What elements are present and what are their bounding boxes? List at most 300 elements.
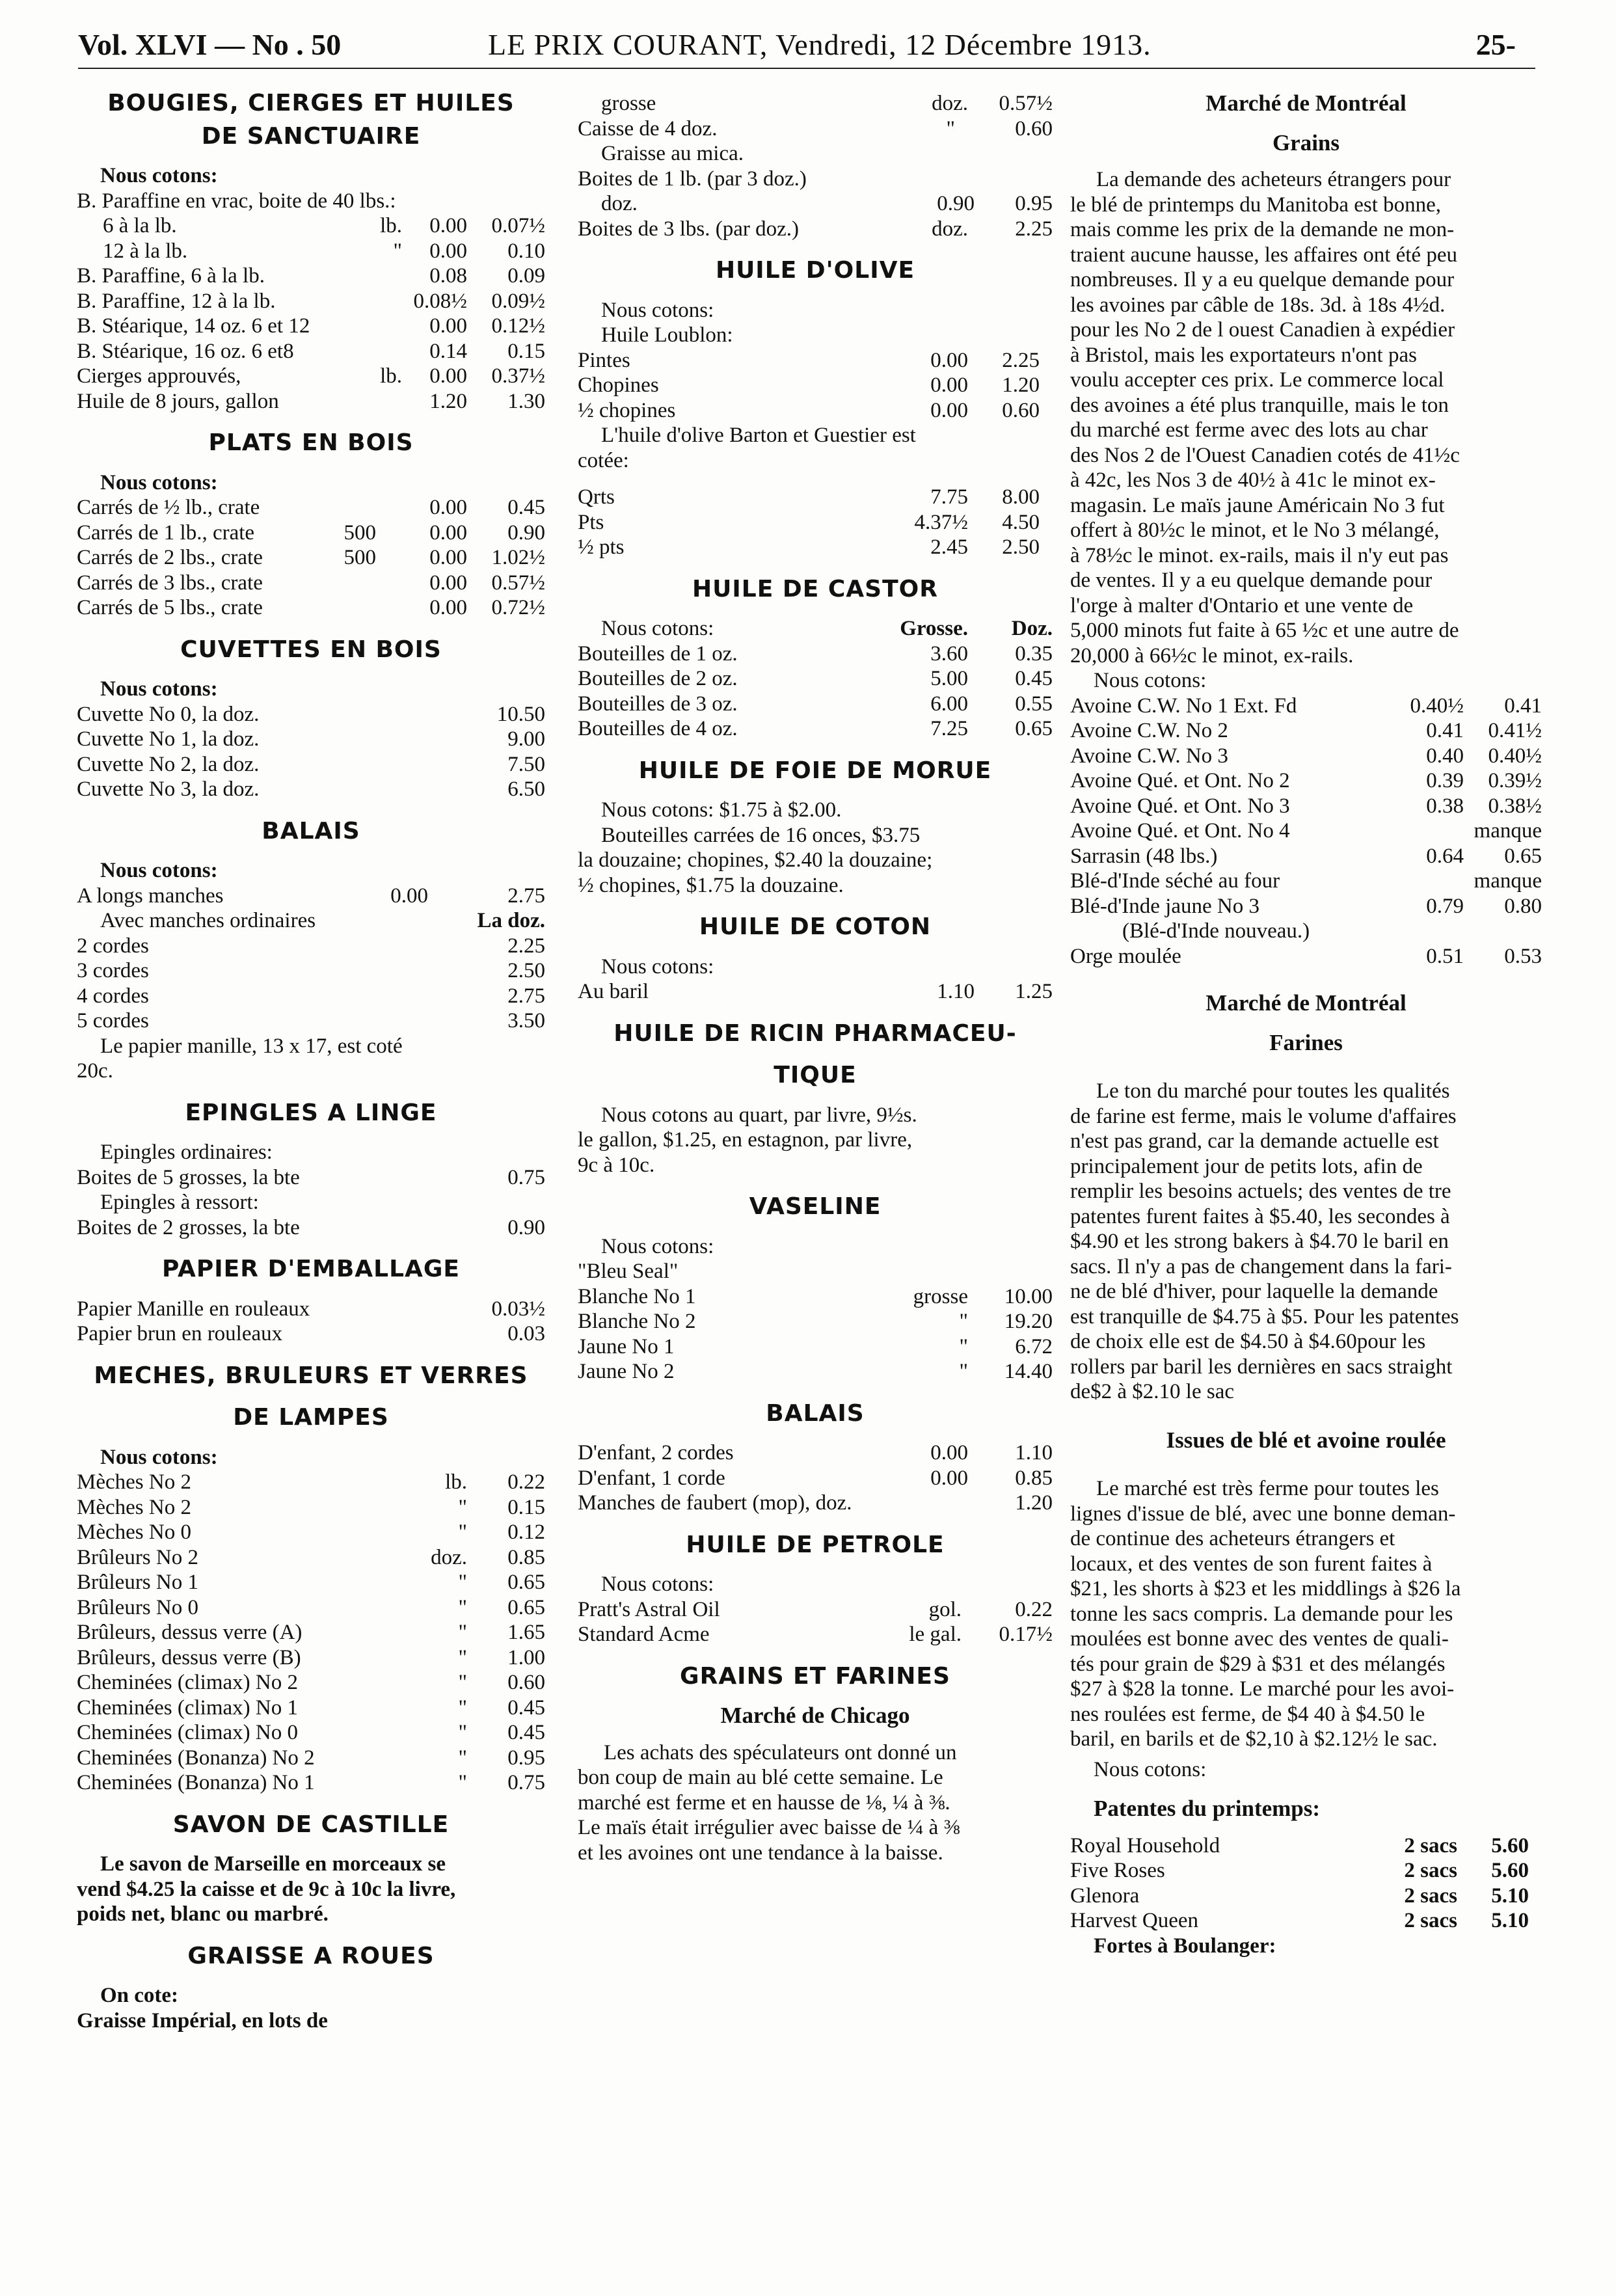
item-label: Cheminées (climax) No 2: [77, 1671, 298, 1694]
price: 5.10: [1491, 1884, 1529, 1908]
subsection-title: Farines: [1269, 1029, 1343, 1055]
section-title: TIQUE: [774, 1062, 857, 1088]
price: 9.00: [507, 727, 545, 751]
price-high: 0.39½: [1488, 769, 1542, 792]
item-label: Bouteilles de 4 oz.: [578, 717, 738, 740]
price-row: A longs manches 0.00 2.75: [77, 884, 545, 908]
text-line: La demande des acheteurs étrangers pour: [1096, 168, 1451, 191]
paragraph: [578, 1740, 1053, 1866]
item-label: 3 cordes: [77, 959, 149, 982]
text-line: Nous cotons:: [601, 298, 714, 322]
text-line: Nous cotons:: [601, 954, 714, 979]
unit-label: ": [393, 239, 402, 263]
price-row: [77, 1470, 545, 1495]
price-row: [77, 545, 545, 571]
text-line: patentes furent faites à $5.40, les secondes à: [1070, 1204, 1450, 1228]
price: 0.65: [507, 1595, 545, 1619]
price-table: [77, 1297, 545, 1347]
price-table: [1070, 694, 1542, 969]
price-table: [77, 213, 545, 414]
text-line: de choix elle est de $4.50 à $4.60pour les: [1070, 1330, 1426, 1353]
price-high: 0.65: [1504, 844, 1542, 868]
price-low: 0.08: [429, 264, 467, 288]
price-row: [77, 389, 545, 414]
price-row: [77, 958, 545, 984]
price-row: [1070, 768, 1542, 794]
price-high: 2.50: [1002, 535, 1040, 559]
item-label: Cuvette No 2, la doz.: [77, 752, 260, 776]
price-high: 0.60: [1002, 398, 1040, 422]
item-label: Blé-d'Inde séché au four: [1070, 869, 1280, 893]
paragraph: [1070, 1476, 1542, 1752]
item-label: B. Stéarique, 14 oz. 6 et 12: [77, 314, 310, 338]
price: 10.00: [1004, 1284, 1053, 1308]
text-line: la douzaine; chopines, $2.40 la douzaine;: [578, 848, 933, 872]
unit-label: ": [458, 1621, 467, 1644]
item-label: Cheminées (climax) No 0: [77, 1721, 298, 1744]
price-table: [77, 1470, 545, 1796]
unit-label: ": [458, 1695, 467, 1720]
item-label: Carrés de 3 lbs., crate: [77, 571, 263, 595]
volume-number: Vol. XLVI — No . 50: [78, 28, 342, 61]
price-row: [1070, 694, 1542, 719]
item-label: Qrts: [578, 485, 615, 509]
price-dozen: 0.35: [1015, 642, 1053, 666]
item-label: Avoine Qué. et Ont. No 2: [1070, 769, 1290, 792]
section-title: PAPIER D'EMBALLAGE: [161, 1256, 461, 1282]
section-title: HUILE D'OLIVE: [715, 257, 915, 284]
price-low: 0.64: [1426, 844, 1464, 868]
price-low: 0.00: [930, 373, 968, 397]
unit-label: le gal.: [909, 1623, 962, 1646]
price-row: [578, 398, 1053, 424]
price-row: [77, 727, 545, 752]
text-line: et les avoines ont une tendance à la baisse.: [578, 1841, 943, 1865]
item-label: Avoine C.W. No 1 Ext. Fd: [1070, 694, 1297, 718]
item-label: Bouteilles de 1 oz.: [578, 642, 738, 666]
price: 0.95: [507, 1746, 545, 1770]
subsection-title: Marché de Montréal: [1205, 990, 1407, 1016]
text-line: Le savon de Marseille en morceaux se: [100, 1852, 446, 1876]
column-1: [77, 91, 545, 2033]
price-low: 0.14: [429, 339, 467, 363]
unit-label: ": [458, 1595, 467, 1619]
price-table: [578, 1284, 1053, 1384]
unit-label: ": [458, 1520, 467, 1544]
item-label: Cuvette No 3, la doz.: [77, 777, 260, 801]
price-low: 1.20: [429, 389, 467, 413]
price-row: [77, 495, 545, 520]
price-table: [77, 702, 545, 802]
text-line: de farine est ferme, mais le volume d'affaires: [1070, 1104, 1457, 1128]
price: 0.12: [507, 1520, 545, 1544]
text-line: remplir les besoins actuels; des ventes de tre: [1070, 1180, 1451, 1203]
price-low: 7.75: [930, 485, 968, 509]
price-low: 0.79: [1426, 894, 1464, 918]
unit-label: ": [959, 1310, 968, 1333]
price-low: 0.40½: [1410, 694, 1464, 718]
text-line: de ventes. Il y a eu quelque demande pour: [1070, 569, 1433, 592]
item-label: Carrés de 1 lb., crate: [77, 520, 255, 545]
price-row: [1070, 944, 1542, 969]
item-label: 12 à la lb.: [103, 239, 188, 263]
item-label: Pratt's Astral Oil: [578, 1597, 720, 1621]
text-line: du marché est ferme avec des lots au char: [1070, 418, 1428, 442]
item-label: Huile de 8 jours, gallon: [77, 389, 279, 413]
price: 0.17½: [999, 1623, 1053, 1646]
unit-label: lb.: [380, 214, 402, 237]
section-title: DE SANCTUAIRE: [201, 122, 421, 150]
unit-label: ": [458, 1645, 467, 1669]
text-line: principalement jour de petits lots, afin de: [1070, 1154, 1423, 1178]
text-line: Bouteilles carrées de 16 onces, $3.75: [601, 823, 921, 847]
price: 0.75: [507, 1771, 545, 1794]
price-row: [1070, 718, 1542, 744]
price-dozen: 0.55: [1015, 692, 1053, 716]
price-row: [77, 1746, 545, 1771]
item-label: Jaune No 1: [578, 1334, 675, 1358]
unit-label: ": [458, 1771, 467, 1794]
item-label: Cuvette No 0, la doz.: [77, 702, 260, 726]
item-label: (Blé-d'Inde nouveau.): [1122, 919, 1310, 943]
text-line: Graisse au mica.: [601, 142, 744, 165]
section-title: GRAINS ET FARINES: [680, 1662, 950, 1690]
price-row: doz. 0.90 0.95: [601, 192, 1053, 215]
unit-label: 2 sacs: [1404, 1909, 1457, 1932]
subsection-title: Grains: [1272, 129, 1340, 155]
text-line: le blé de printemps du Manitoba est bonne,: [1070, 193, 1442, 217]
text-line: 20,000 à 66½c le minot, ex-rails.: [1070, 643, 1354, 668]
price-low: 0.00: [930, 348, 968, 372]
intro-text: Nous cotons:: [100, 677, 218, 701]
section-title: HUILE DE RICIN PHARMACEU-: [613, 1020, 1017, 1047]
price-gross: 7.25: [930, 717, 968, 740]
item-label: Royal Household: [1070, 1833, 1220, 1857]
price-low: 0.38: [1426, 794, 1464, 818]
price: 0.45: [507, 1721, 545, 1744]
section-title: HUILE DE CASTOR: [692, 575, 938, 602]
price: 6.72: [1015, 1334, 1053, 1358]
quantity-label: 500: [343, 520, 376, 545]
price-row: [578, 1622, 1053, 1647]
price-row: [578, 1284, 1053, 1310]
unit-label: 2 sacs: [1404, 1859, 1457, 1882]
price-low: 0.40: [1426, 744, 1464, 768]
intro-text: Nous cotons:: [100, 470, 218, 494]
price-row: [77, 571, 545, 596]
price-high: 0.85: [1015, 1466, 1053, 1490]
intro-text: Nous cotons:: [100, 859, 218, 882]
price-high: 2.25: [1002, 348, 1040, 372]
item-label: Orge moulée: [1070, 944, 1181, 968]
price-high: 0.57½: [491, 571, 545, 595]
price-low: 0.39: [1426, 769, 1464, 792]
price-high: 4.50: [1002, 510, 1040, 534]
price-row: [578, 1491, 1053, 1516]
item-label: 4 cordes: [77, 984, 149, 1008]
item-label: ½ pts: [578, 535, 625, 559]
item-label: 6 à la lb.: [103, 214, 177, 237]
price-high: 0.07½: [491, 214, 545, 237]
price-high: 0.10: [507, 239, 545, 263]
item-label: D'enfant, 2 cordes: [578, 1441, 734, 1465]
price-low: 0.08½: [413, 289, 467, 313]
item-label: ½ chopines: [578, 398, 676, 422]
item-label: Brûleurs, dessus verre (A): [77, 1621, 303, 1644]
text-line: des Nos 2 de l'Ouest Canadien cotés de 41½c: [1070, 443, 1460, 467]
price-low: 0.00: [429, 571, 467, 595]
price-high: 0.12½: [491, 314, 545, 338]
item-label: Carrés de ½ lb., crate: [77, 496, 260, 519]
price-row: [1070, 919, 1542, 944]
price-low: 0.51: [1426, 944, 1464, 968]
price-dozen: 0.45: [1015, 667, 1053, 690]
price: 14.40: [1004, 1360, 1053, 1383]
item-label: Chopines: [578, 373, 659, 397]
unit-label: ": [458, 1495, 467, 1519]
item-label: Glenora: [1070, 1884, 1140, 1908]
price: 5.60: [1491, 1859, 1529, 1882]
price: 0.60: [507, 1671, 545, 1694]
text-line: lignes d'issue de blé, avec une bonne deman-: [1070, 1502, 1456, 1526]
paragraph: [1070, 167, 1542, 668]
text-line: Epingles ordinaires:: [100, 1141, 273, 1164]
unit-label: 2 sacs: [1404, 1884, 1457, 1908]
price-row: [77, 364, 545, 389]
section-title: CUVETTES EN BOIS: [180, 636, 442, 663]
item-label: Papier brun en rouleaux: [77, 1322, 283, 1345]
price: 0.03½: [491, 1297, 545, 1321]
price-row: [77, 595, 545, 621]
price-table: [77, 495, 545, 621]
price-row: Avec manches ordinaires La doz.: [100, 909, 545, 932]
text-line: tonne les sacs compris. La demande pour les: [1070, 1602, 1453, 1626]
price: 1.65: [507, 1621, 545, 1644]
intro-text: Nous cotons:: [100, 164, 218, 187]
price-row: [578, 535, 1053, 560]
section-title: PLATS EN BOIS: [208, 429, 414, 456]
item-label: 5 cordes: [77, 1009, 149, 1033]
price: 19.20: [1004, 1310, 1053, 1333]
price-row: Au baril 1.10 1.25: [578, 980, 1053, 1003]
text-line: nombreuses. Il y a eu quelque demande pour: [1070, 268, 1455, 291]
price-high: 0.15: [507, 339, 545, 363]
text-line: 20c.: [77, 1059, 113, 1083]
text-line: Epingles à ressort:: [100, 1191, 259, 1214]
price-row: [77, 1321, 545, 1347]
text-line: pour les No 2 de l ouest Canadien à expédier: [1070, 318, 1455, 342]
text-line: B. Paraffine en vrac, boite de 40 lbs.:: [77, 189, 396, 213]
text-line: les avoines par câble de 18s. 3d. à 18s 4½d.: [1070, 293, 1446, 317]
price-row: [578, 642, 1053, 667]
price-row: Boites de 5 grosses, la bte 0.75: [77, 1165, 545, 1189]
text-line: voulu accepter ces prix. Le commerce local: [1070, 368, 1444, 392]
price-row: [578, 1440, 1053, 1466]
price-row: [1070, 1833, 1542, 1859]
item-label: Avoine Qué. et Ont. No 4: [1070, 819, 1290, 843]
item-label: Avoine Qué. et Ont. No 3: [1070, 794, 1290, 818]
price: 0.22: [507, 1470, 545, 1494]
price-row: [77, 1520, 545, 1545]
section-title: HUILE DE FOIE DE MORUE: [638, 757, 992, 784]
text-line: locaux, et des ventes de son furent faites à: [1070, 1552, 1433, 1576]
price-row: [578, 1466, 1053, 1491]
item-label: Sarrasin (48 lbs.): [1070, 844, 1218, 868]
price: 3.50: [507, 1009, 545, 1033]
item-label: Brûleurs, dessus verre (B): [77, 1645, 301, 1669]
text-line: ne de blé d'hiver, pour laquelle la demande: [1070, 1280, 1438, 1303]
price-row: [77, 289, 545, 314]
text-line: le gallon, $1.25, en estagnon, par livre,: [578, 1128, 913, 1152]
price-row: [1070, 794, 1542, 819]
page-header: [78, 13, 1535, 69]
price-row: [77, 213, 545, 239]
text-line: cotée:: [578, 448, 629, 472]
text-line: $27 à $28 la tonne. Le marché pour les avoi-: [1070, 1677, 1455, 1701]
price-dozen: 0.65: [1015, 717, 1053, 740]
price-table: [578, 1597, 1053, 1647]
price-high: 1.30: [507, 389, 545, 413]
price-high: 0.09: [507, 264, 545, 288]
unit-label: lb.: [380, 364, 402, 388]
section-title: VASELINE: [749, 1193, 882, 1220]
price-row: [77, 314, 545, 339]
price-low: 4.37½: [914, 510, 968, 534]
price: 0.65: [507, 1571, 545, 1594]
price-row: [77, 1620, 545, 1645]
text-line: "Bleu Seal": [578, 1260, 679, 1283]
price-row: [1070, 894, 1542, 919]
price: 6.50: [507, 777, 545, 801]
unit-label: grosse: [913, 1284, 968, 1308]
item-label: Standard Acme: [578, 1623, 710, 1646]
price-high: 0.90: [507, 520, 545, 545]
price-low: 0.00: [429, 520, 467, 545]
item-label: Papier Manille en rouleaux: [77, 1297, 310, 1321]
item-label: D'enfant, 1 corde: [578, 1466, 725, 1490]
item-label: Cuvette No 1, la doz.: [77, 727, 260, 751]
price-row: [77, 1545, 545, 1571]
intro-text: Nous cotons:: [100, 1445, 218, 1469]
text-line: Huile Loublon:: [601, 323, 733, 347]
price-table: [578, 485, 1053, 560]
section-title: DE LAMPES: [233, 1404, 389, 1431]
price: 2.75: [507, 984, 545, 1008]
item-label: Bouteilles de 2 oz.: [578, 667, 738, 690]
price-row: Nous cotons: Grosse. Doz.: [601, 617, 1053, 640]
text-line: de$2 à $2.10 le sac: [1070, 1380, 1234, 1403]
price-high: manque: [1474, 869, 1542, 893]
text-line: Boites de 1 lb. (par 3 doz.): [578, 167, 807, 191]
section-title: HUILE DE PETROLE: [686, 1531, 945, 1558]
price-low: 0.00: [429, 496, 467, 519]
price-row: [77, 339, 545, 364]
price-row: Caisse de 4 doz. " 0.60: [578, 116, 1053, 141]
price-high: 0.09½: [491, 289, 545, 313]
text-line: nes roulées est ferme, de $4 40 à $4.50 le: [1070, 1702, 1425, 1726]
price-low: 0.00: [930, 398, 968, 422]
price-row: [578, 1359, 1053, 1384]
unit-label: ": [959, 1334, 968, 1358]
text-line: poids net, blanc ou marbré.: [77, 1902, 329, 1926]
text-line: Nous cotons:: [1094, 669, 1207, 692]
price-row: [1070, 744, 1542, 769]
price-row: grosse doz. 0.57½: [601, 92, 1053, 115]
unit-label: ": [458, 1721, 467, 1744]
text-line: Nous cotons: $1.75 à $2.00.: [601, 798, 842, 822]
price-high: 1.20: [1002, 373, 1040, 397]
text-line: tés pour grain de $29 à $31 et des mélangés: [1070, 1652, 1446, 1676]
price-low: 0.00: [429, 364, 467, 388]
section-title: HUILE DE COTON: [699, 913, 932, 940]
price: 0.22: [1015, 1597, 1053, 1621]
price: 0.85: [507, 1545, 545, 1569]
section-title: BALAIS: [766, 1399, 865, 1427]
item-label: Pintes: [578, 348, 630, 372]
text-line: $4.90 et les strong bakers à $4.70 le baril en: [1070, 1230, 1449, 1253]
price-row: [1070, 844, 1542, 869]
text-line: 5,000 minots fut faite à 65 ½c et une autre de: [1070, 619, 1459, 642]
price-row: [77, 1495, 545, 1520]
text-line: L'huile d'olive Barton et Guestier est: [601, 424, 916, 447]
section-title: GRAISSE A ROUES: [187, 1942, 435, 1969]
text-line: Nous cotons au quart, par livre, 9½s.: [601, 1103, 917, 1127]
section-title: SAVON DE CASTILLE: [172, 1811, 450, 1838]
price-row: [1070, 1884, 1542, 1909]
price-low: 0.00: [429, 239, 467, 263]
price-table: [578, 1440, 1053, 1516]
text-line: Le papier manille, 13 x 17, est coté: [100, 1034, 403, 1058]
item-label: Pts: [578, 510, 604, 534]
text-line: l'orge à malter d'Ontario et une vente de: [1070, 593, 1414, 617]
price-high: 8.00: [1002, 485, 1040, 509]
unit-label: lb.: [445, 1470, 467, 1494]
price-low: 0.00: [429, 546, 467, 569]
item-label: Avoine C.W. No 2: [1070, 719, 1228, 742]
price-high: 0.41: [1504, 694, 1542, 718]
price-row: [578, 666, 1053, 692]
item-label: B. Stéarique, 16 oz. 6 et8: [77, 339, 294, 363]
price-high: 0.40½: [1488, 744, 1542, 768]
price-low: 0.00: [429, 314, 467, 338]
price-high: 0.45: [507, 496, 545, 519]
item-label: Jaune No 2: [578, 1360, 675, 1383]
price-row: [578, 716, 1053, 742]
text-line: de continue des acheteurs étrangers et: [1070, 1527, 1395, 1550]
price-row: [578, 692, 1053, 717]
unit-label: gol.: [928, 1597, 962, 1621]
item-label: Manches de faubert (mop), doz.: [578, 1491, 852, 1515]
price-row: [77, 520, 545, 546]
price-row: [1070, 818, 1542, 844]
text-line: marché est ferme et en hausse de ⅛, ¼ à ⅜.: [578, 1790, 950, 1815]
text-line: à 42c, les Nos 3 de 40½ à 41c le minot ex-: [1070, 468, 1436, 492]
item-label: Brûleurs No 2: [77, 1545, 198, 1569]
price: 1.00: [507, 1645, 545, 1669]
item-label: Cheminées (climax) No 1: [77, 1695, 298, 1720]
text-line: Le maïs était irrégulier avec baisse de ¼ à ⅜: [578, 1816, 960, 1839]
item-label: B. Paraffine, 12 à la lb.: [77, 289, 276, 313]
price-gross: 5.00: [930, 667, 968, 690]
text-line: Graisse Impérial, en lots de: [77, 2008, 328, 2033]
unit-label: 2 sacs: [1404, 1833, 1457, 1857]
item-label: B. Paraffine, 6 à la lb.: [77, 264, 265, 288]
price: 10.50: [496, 702, 545, 726]
price-row: [77, 1297, 545, 1322]
price-row: Boites de 3 lbs. (par doz.) doz. 2.25: [578, 217, 1053, 241]
price-gross: 6.00: [930, 692, 968, 716]
price-row: Boites de 2 grosses, la bte 0.90: [77, 1215, 545, 1239]
